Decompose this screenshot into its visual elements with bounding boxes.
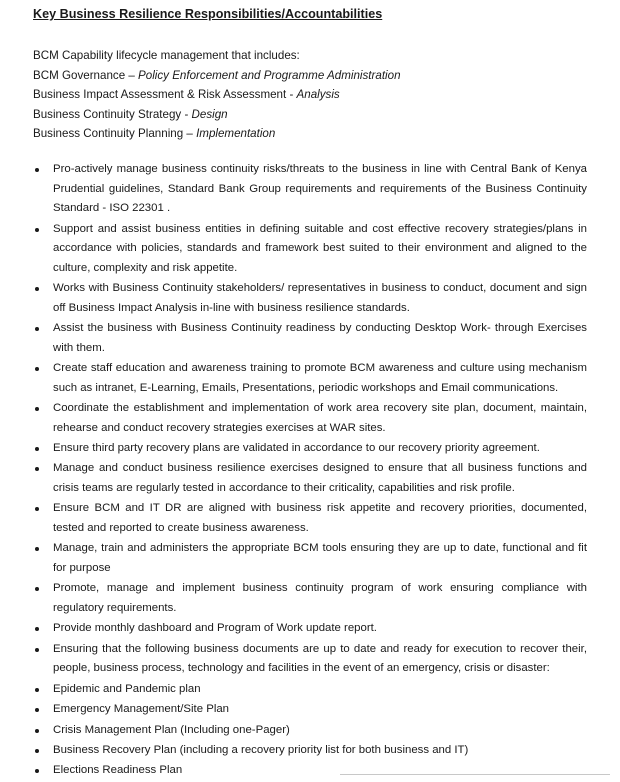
list-item <box>0 700 620 720</box>
list-item <box>0 761 620 781</box>
bcm-lifecycle-intro <box>33 46 401 144</box>
bullet-icon <box>35 287 39 291</box>
list-item <box>0 220 620 279</box>
bullet-icon <box>35 729 39 733</box>
list-item <box>0 741 620 761</box>
bullet-icon <box>35 228 39 232</box>
list-item-text: Create staff education and awareness training to promote BCM awareness and culture using mechanism such as intranet, E-Learning, Emails, Presentations, periodic workshops and Email communications. <box>53 362 587 394</box>
list-item-text: Assist the business with Business Continuity readiness by conducting Desktop Work- through Exercises with them. <box>53 322 587 354</box>
bullet-icon <box>35 407 39 411</box>
bullet-icon <box>35 168 39 172</box>
bullet-icon <box>35 769 39 773</box>
section-heading: Key Business Resilience Responsibilities/Accountabilities <box>33 7 383 21</box>
intro-line-label: Business Continuity Strategy - <box>33 107 192 121</box>
responsibilities-list <box>0 160 620 782</box>
list-item <box>0 160 620 219</box>
bullet-icon <box>35 749 39 753</box>
list-item-text: Manage, train and administers the appropriate BCM tools ensuring they are up to date, functional and fit for purpose <box>53 542 587 575</box>
list-item-text: Ensure third party recovery plans are validated in accordance to our recovery priority agreement. <box>53 442 540 455</box>
list-item-text: Promote, manage and implement business continuity program of work ensuring compliance with regulatory requirements. <box>53 582 587 615</box>
list-item <box>0 459 620 498</box>
list-item-text: Business Recovery Plan (including a recovery priority list for both business and IT) <box>53 743 469 756</box>
list-item <box>0 619 620 639</box>
list-item-text: Elections Readiness Plan <box>53 764 183 777</box>
intro-line-emphasis: Implementation <box>196 127 276 140</box>
list-item-text: Ensure BCM and IT DR are aligned with business risk appetite and recovery priorities, documented, tested and reported to create business awareness. <box>53 502 587 535</box>
bullet-icon <box>35 467 39 471</box>
list-item <box>0 539 620 578</box>
intro-line-label: Business Continuity Planning – <box>33 127 197 140</box>
bullet-icon <box>35 547 39 551</box>
list-item-text: Epidemic and Pandemic plan <box>53 682 201 695</box>
bullet-icon <box>35 367 39 371</box>
intro-line-strategy <box>33 105 401 125</box>
list-item <box>0 721 620 741</box>
list-item-text: Provide monthly dashboard and Program of Work update report. <box>53 622 377 635</box>
bullet-icon <box>35 648 39 652</box>
bullet-icon <box>35 447 39 451</box>
list-item-text: Works with Business Continuity stakeholders/ representatives in business to conduct, document and sign off Business Impact Analysis in-line with business resilience standards. <box>53 282 587 314</box>
list-item-text: Pro-actively manage business continuity risks/threats to the business in line with Central Bank of Kenya Prudential guidelines, Standard Bank Group requirements and requirements of the Business Continuity Standard - ISO 22301 . <box>53 163 587 215</box>
list-item <box>0 439 620 459</box>
list-item-text: Emergency Management/Site Plan <box>53 703 230 716</box>
intro-line-planning <box>33 124 401 144</box>
list-item <box>0 359 620 398</box>
intro-line-emphasis: Analysis <box>296 88 340 101</box>
bullet-icon <box>35 587 39 591</box>
intro-line-impact-assessment <box>33 85 401 105</box>
list-item-text: Coordinate the establishment and implementation of work area recovery site plan, document, maintain, rehearse and conduct recovery strategies exercises at WAR sites. <box>53 402 587 434</box>
list-item-text: Crisis Management Plan (Including one-Pager) <box>53 723 290 736</box>
list-item-text: Ensuring that the following business documents are up to date and ready for execution to recover their, people, business process, technology and facilities in the event of an emergency, crisis or disaster: <box>53 642 587 675</box>
intro-line-label: Business Impact Assessment & Risk Assessment - <box>33 88 297 101</box>
list-item <box>0 640 620 679</box>
intro-line-emphasis: Policy Enforcement and Programme Administration <box>138 68 401 82</box>
bullet-icon <box>35 627 39 631</box>
list-item-text: Support and assist business entities in defining suitable and cost effective recovery strategies/plans in accordance with policies, standards and framework best suited to their environment and aligned to the culture, complexity and risk appetite. <box>53 222 587 274</box>
intro-line-governance <box>33 66 401 86</box>
list-item-text: Manage and conduct business resilience exercises designed to ensure that all business functions and crisis teams are regularly tested in accordance to their criticality, capabilities and risk profile. <box>53 462 587 495</box>
bullet-icon <box>35 708 39 712</box>
bullet-icon <box>35 507 39 511</box>
list-item <box>0 279 620 318</box>
intro-lead: BCM Capability lifecycle management that includes: <box>33 49 300 62</box>
bullet-icon <box>35 327 39 331</box>
list-item <box>0 499 620 538</box>
list-item <box>0 399 620 438</box>
scan-edge-divider <box>340 774 610 775</box>
list-item <box>0 680 620 700</box>
intro-line-label: BCM Governance – <box>33 68 139 82</box>
list-item <box>0 319 620 358</box>
bullet-icon <box>35 688 39 692</box>
list-item <box>0 579 620 618</box>
intro-line-emphasis: Design <box>191 107 228 121</box>
